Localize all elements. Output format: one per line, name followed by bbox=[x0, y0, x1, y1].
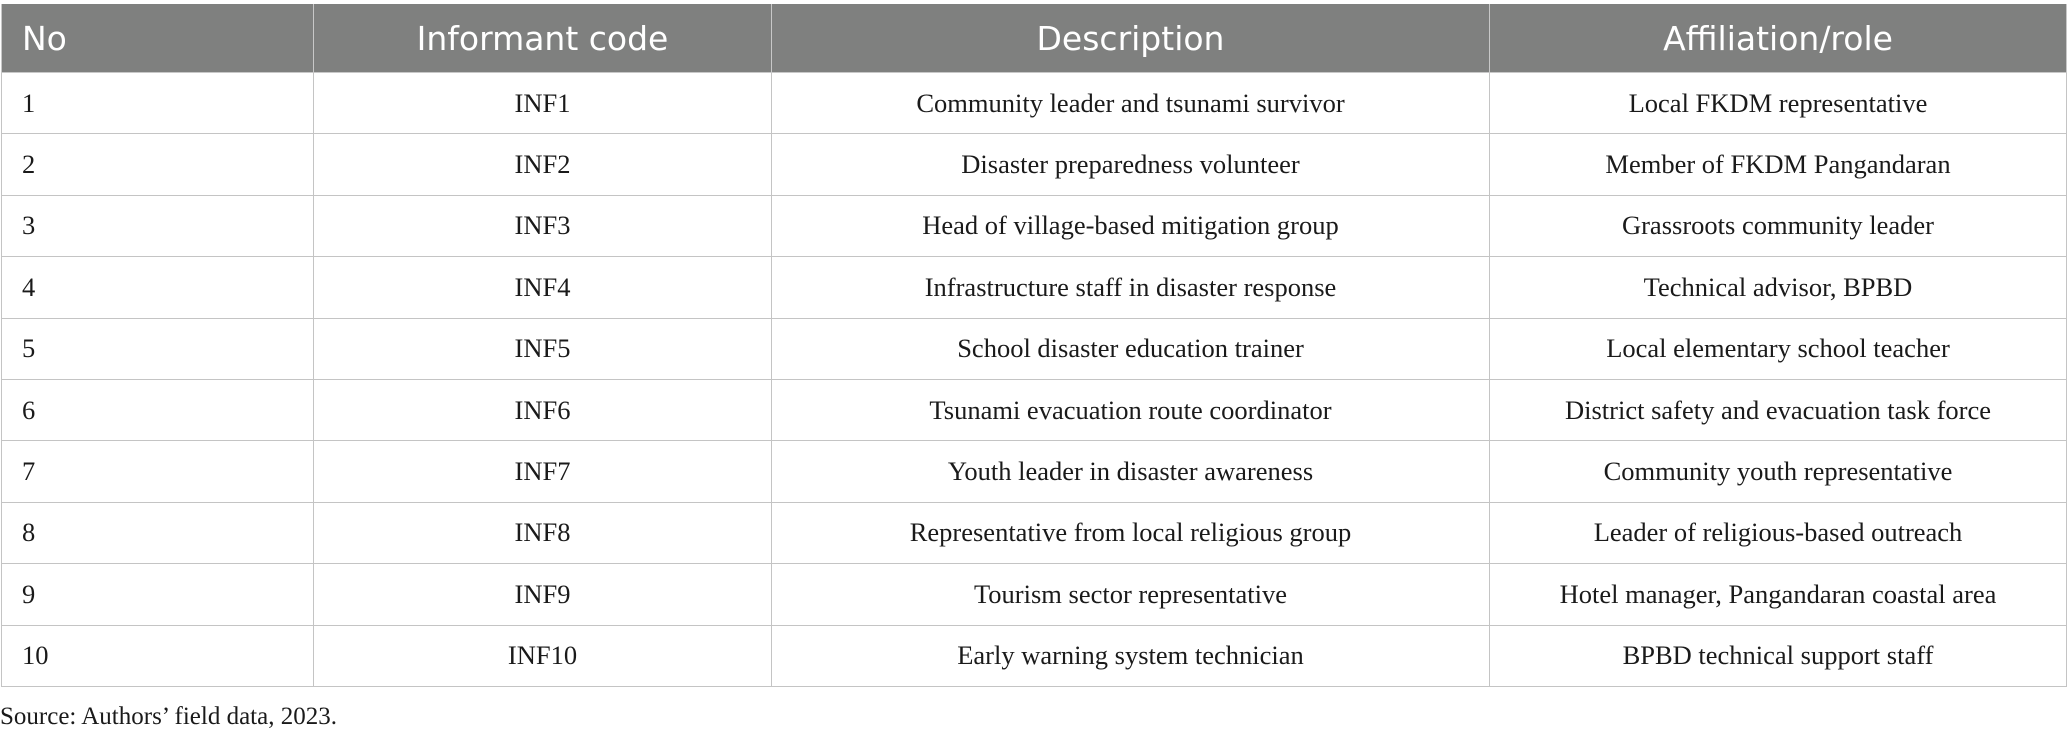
cell-description: Infrastructure staff in disaster response bbox=[772, 257, 1490, 318]
cell-description: Representative from local religious group bbox=[772, 502, 1490, 563]
cell-description: Youth leader in disaster awareness bbox=[772, 441, 1490, 502]
table-row bbox=[2, 318, 2067, 379]
table-row bbox=[2, 625, 2067, 686]
cell-no: 6 bbox=[2, 379, 314, 440]
cell-no: 3 bbox=[2, 195, 314, 256]
table-row bbox=[2, 502, 2067, 563]
table-row bbox=[2, 379, 2067, 440]
cell-affiliation-role: Technical advisor, BPBD bbox=[1490, 257, 2067, 318]
cell-informant-code: INF6 bbox=[314, 379, 772, 440]
header-affiliation-role: Affiliation/role bbox=[1490, 4, 2067, 73]
cell-no: 10 bbox=[2, 625, 314, 686]
cell-affiliation-role: BPBD technical support staff bbox=[1490, 625, 2067, 686]
header-informant-code: Informant code bbox=[314, 4, 772, 73]
table-header bbox=[2, 4, 2067, 73]
cell-informant-code: INF9 bbox=[314, 564, 772, 625]
cell-affiliation-role: Grassroots community leader bbox=[1490, 195, 2067, 256]
header-row bbox=[2, 4, 2067, 73]
cell-affiliation-role: Hotel manager, Pangandaran coastal area bbox=[1490, 564, 2067, 625]
cell-description: Community leader and tsunami survivor bbox=[772, 73, 1490, 134]
cell-informant-code: INF1 bbox=[314, 73, 772, 134]
cell-description: Disaster preparedness volunteer bbox=[772, 134, 1490, 195]
table-row bbox=[2, 564, 2067, 625]
cell-affiliation-role: Community youth representative bbox=[1490, 441, 2067, 502]
cell-informant-code: INF7 bbox=[314, 441, 772, 502]
cell-no: 7 bbox=[2, 441, 314, 502]
cell-no: 8 bbox=[2, 502, 314, 563]
cell-informant-code: INF3 bbox=[314, 195, 772, 256]
cell-no: 2 bbox=[2, 134, 314, 195]
cell-description: Early warning system technician bbox=[772, 625, 1490, 686]
header-description: Description bbox=[772, 4, 1490, 73]
header-no: No bbox=[2, 4, 314, 73]
table-row bbox=[2, 195, 2067, 256]
table-row bbox=[2, 134, 2067, 195]
cell-informant-code: INF5 bbox=[314, 318, 772, 379]
cell-description: Tourism sector representative bbox=[772, 564, 1490, 625]
cell-description: Tsunami evacuation route coordinator bbox=[772, 379, 1490, 440]
cell-description: School disaster education trainer bbox=[772, 318, 1490, 379]
cell-no: 1 bbox=[2, 73, 314, 134]
table-body bbox=[2, 73, 2067, 687]
cell-informant-code: INF4 bbox=[314, 257, 772, 318]
cell-no: 4 bbox=[2, 257, 314, 318]
cell-informant-code: INF8 bbox=[314, 502, 772, 563]
informant-table-container bbox=[1, 4, 2066, 687]
cell-affiliation-role: Leader of religious-based outreach bbox=[1490, 502, 2067, 563]
cell-no: 9 bbox=[2, 564, 314, 625]
cell-affiliation-role: Local FKDM representative bbox=[1490, 73, 2067, 134]
cell-affiliation-role: Local elementary school teacher bbox=[1490, 318, 2067, 379]
table-row bbox=[2, 441, 2067, 502]
cell-description: Head of village-based mitigation group bbox=[772, 195, 1490, 256]
source-caption: Source: Authors’ field data, 2023. bbox=[0, 703, 337, 730]
table-row bbox=[2, 73, 2067, 134]
informant-table bbox=[1, 4, 2067, 687]
table-row bbox=[2, 257, 2067, 318]
cell-affiliation-role: District safety and evacuation task force bbox=[1490, 379, 2067, 440]
cell-affiliation-role: Member of FKDM Pangandaran bbox=[1490, 134, 2067, 195]
cell-informant-code: INF2 bbox=[314, 134, 772, 195]
cell-informant-code: INF10 bbox=[314, 625, 772, 686]
cell-no: 5 bbox=[2, 318, 314, 379]
